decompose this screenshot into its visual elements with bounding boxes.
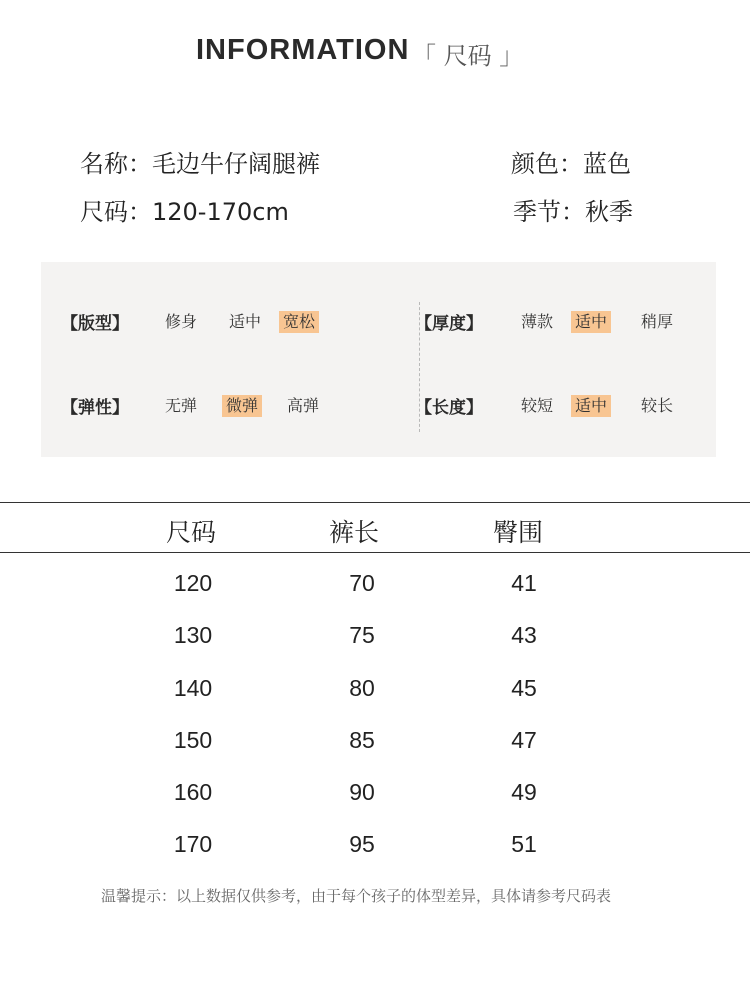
cell-size: 170 xyxy=(173,831,213,857)
cell-size: 150 xyxy=(173,727,213,753)
attr-elasticity xyxy=(61,393,391,423)
attribute-panel xyxy=(41,262,716,457)
attr-fit-label: 【版型】 xyxy=(61,314,129,334)
cell-size: 140 xyxy=(173,675,213,701)
header-title-zh: 「 尺码 」 xyxy=(412,42,524,70)
cell-size: 120 xyxy=(173,570,213,596)
attr-elasticity-option-selected: 微弹 xyxy=(222,395,262,417)
info-season: 季节：秋季 xyxy=(513,198,633,226)
attr-elasticity-option: 无弹 xyxy=(165,396,198,415)
attr-length xyxy=(415,393,715,423)
cell-hip: 41 xyxy=(511,570,537,596)
attr-thickness xyxy=(415,309,715,339)
table-header-size: 尺码 xyxy=(166,518,217,547)
table-top-rule xyxy=(0,502,750,503)
attr-length-label: 【长度】 xyxy=(415,398,483,418)
attr-fit-option: 适中 xyxy=(229,312,262,331)
attr-elasticity-label: 【弹性】 xyxy=(61,398,129,418)
cell-hip: 51 xyxy=(511,831,537,857)
cell-length: 95 xyxy=(349,831,375,857)
table-header-rule xyxy=(0,552,750,553)
cell-hip: 43 xyxy=(511,622,537,648)
info-name: 名称：毛边牛仔阔腿裤 xyxy=(80,150,320,178)
cell-length: 80 xyxy=(349,675,375,701)
attr-thickness-option: 薄款 xyxy=(521,312,554,331)
cell-length: 70 xyxy=(349,570,375,596)
cell-length: 75 xyxy=(349,622,375,648)
table-header-hip: 臀围 xyxy=(493,518,544,547)
cell-size: 160 xyxy=(173,779,213,805)
cell-length: 90 xyxy=(349,779,375,805)
cell-size: 130 xyxy=(173,622,213,648)
attr-length-option: 较短 xyxy=(521,396,554,415)
info-size: 尺码：120-170cm xyxy=(80,198,289,226)
attr-fit-option-selected: 宽松 xyxy=(279,311,319,333)
page-header xyxy=(0,34,750,74)
attr-length-option: 较长 xyxy=(641,396,674,415)
attr-length-option-selected: 适中 xyxy=(571,395,611,417)
cell-hip: 47 xyxy=(511,727,537,753)
attr-thickness-option-selected: 适中 xyxy=(571,311,611,333)
cell-hip: 45 xyxy=(511,675,537,701)
attr-fit-option: 修身 xyxy=(165,312,198,331)
footnote: 温馨提示：以上数据仅供参考，由于每个孩子的体型差异，具体请参考尺码表 xyxy=(101,887,612,905)
attr-thickness-label: 【厚度】 xyxy=(415,314,483,334)
attr-thickness-option: 稍厚 xyxy=(641,312,674,331)
table-header-length: 裤长 xyxy=(329,518,380,547)
attr-elasticity-option: 高弹 xyxy=(287,396,320,415)
cell-length: 85 xyxy=(349,727,375,753)
info-color: 颜色：蓝色 xyxy=(511,150,631,178)
header-title-en: INFORMATION xyxy=(196,34,410,66)
cell-hip: 49 xyxy=(511,779,537,805)
attr-fit xyxy=(61,309,391,339)
